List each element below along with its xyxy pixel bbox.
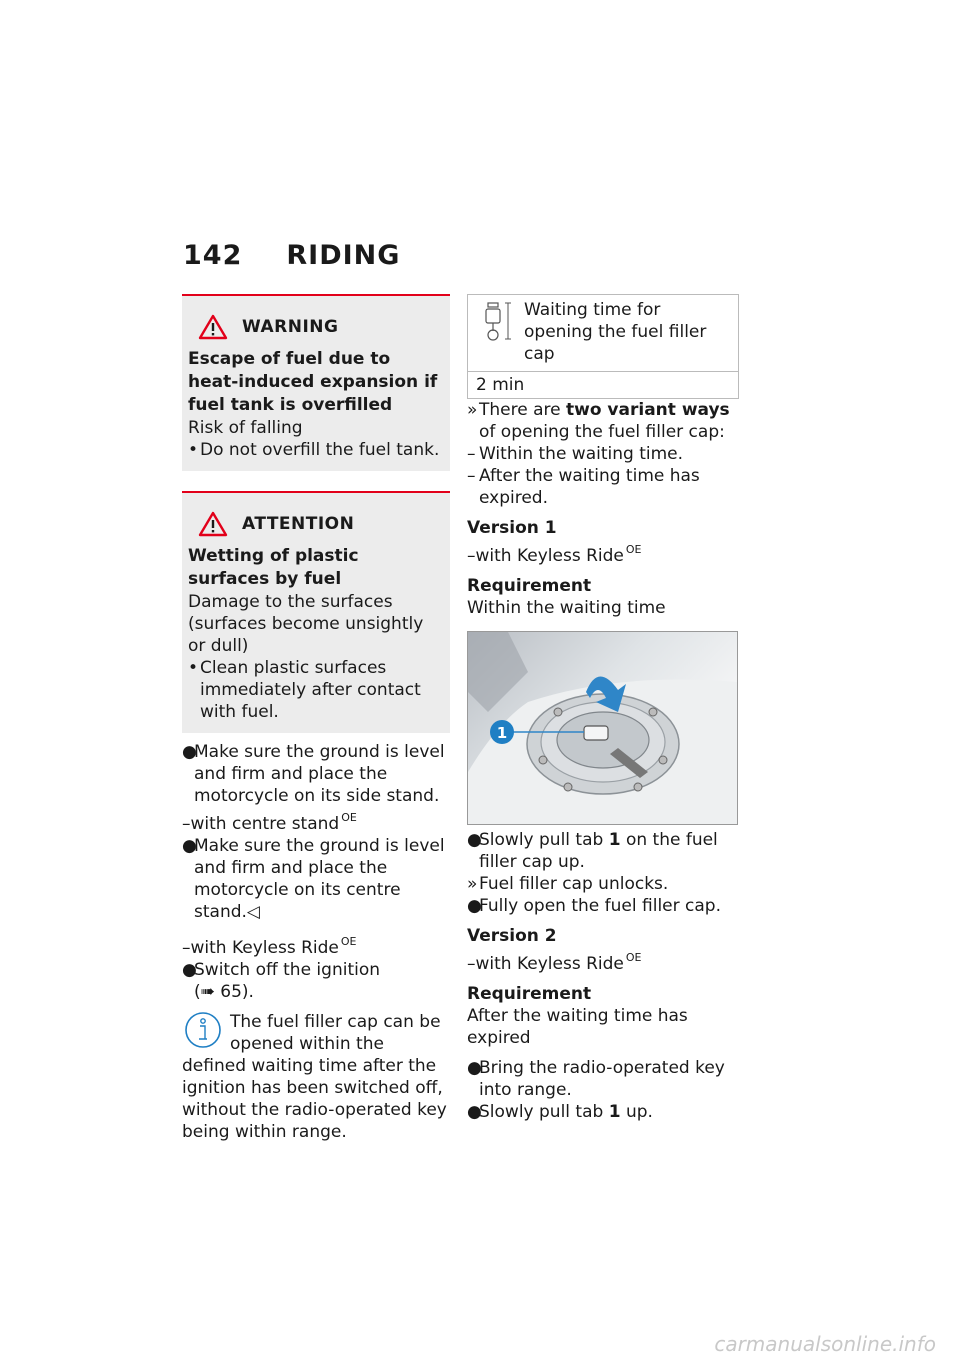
attention-box: ATTENTION Wetting of plastic surfaces by fuel Damage to the surfaces (surfaces become unsightly or dull) • Clean plastic surfaces immediately after contact with fuel. [182,491,450,733]
version1-requirement: Within the waiting time [467,598,666,618]
v2-step-pull-tab: ● Slowly pull tab 1 up. [467,1102,653,1122]
version2-requirement-label: Requirement [467,984,592,1004]
waiting-time-value: 2 min [476,375,525,395]
result-variants: » There are two variant ways of opening the fuel filler cap: [467,400,730,442]
fuel-cap-photo [467,631,738,825]
stopwatch-icon [482,299,516,343]
page-reference[interactable]: (➠ 65). [194,982,254,1002]
waiting-time-label: Waiting time for opening the fuel filler cap [524,300,707,364]
warning-heading: Escape of fuel due to heat-induced expansion if fuel tank is overfilled [188,349,438,415]
v1-step-pull-tab: ● Slowly pull tab 1 on the fuel filler cap up. [467,830,718,872]
step-ignition-off: ● Switch off the ignition (➠ 65). [182,960,381,1002]
attention-risk: Damage to the surfaces (surfaces become unsightly or dull) [188,592,424,656]
info-note [182,1011,450,1143]
section-title: RIDING [286,240,401,271]
left-column [182,294,450,1143]
warning-box: WARNING Escape of fuel due to heat-induced expansion if fuel tank is overfilled Risk of falling • Do not overfill the fuel tank. [182,294,450,471]
version2-requirement: After the waiting time has expired [467,1006,688,1048]
attention-label: ATTENTION [242,514,355,534]
warning-risk: Risk of falling [188,418,303,438]
fuel-cap-illustration [468,632,737,824]
right-column [467,294,739,1123]
warning-triangle-icon [198,314,228,340]
version1-title: Version 1 [467,518,557,538]
warning-bullet: Do not overfill the fuel tank. [200,440,440,460]
warning-label: WARNING [242,317,339,337]
waiting-time-table [467,294,739,399]
v1-result-unlocks: » Fuel filler cap unlocks. [467,874,669,894]
condition-keyless-ride: –with Keyless Ride $^{OE}$ [182,935,357,958]
watermark: carmanualsonline.info [714,1332,936,1356]
attention-bullet: Clean plastic surfaces immediately after contact with fuel. [200,658,421,722]
step-centre-stand: ● Make sure the ground is level and firm and place the motorcycle on its centre stand.◁ [182,836,445,922]
version2-condition: –with Keyless Ride $^{OE}$ [467,951,642,974]
condition-centre-stand: –with centre stand $^{OE}$ [182,811,357,834]
version1-condition: –with Keyless Ride $^{OE}$ [467,543,642,566]
v2-step-key-range: ● Bring the radio-operated key into range. [467,1058,725,1100]
dash-within: – Within the waiting time. [467,444,684,464]
attention-heading: Wetting of plastic surfaces by fuel [188,546,359,589]
page-number: 142 [183,240,243,271]
info-text: The fuel filler cap can be opened within the defined waiting time after the ignition has been switched off, without the radio-operated key being within range. [182,1012,447,1142]
end-mark: ◁ [246,902,260,922]
attention-triangle-icon [198,511,228,537]
step-side-stand: ● Make sure the ground is level and firm and place the motorcycle on its side stand. [182,742,445,806]
version2-title: Version 2 [467,926,557,946]
version1-requirement-label: Requirement [467,576,592,596]
callout-1: 1 [496,724,508,742]
dash-after: – After the waiting time has expired. [467,466,700,508]
v1-step-open: ● Fully open the fuel filler cap. [467,896,721,916]
info-icon [184,1011,222,1049]
page-header [183,240,400,271]
